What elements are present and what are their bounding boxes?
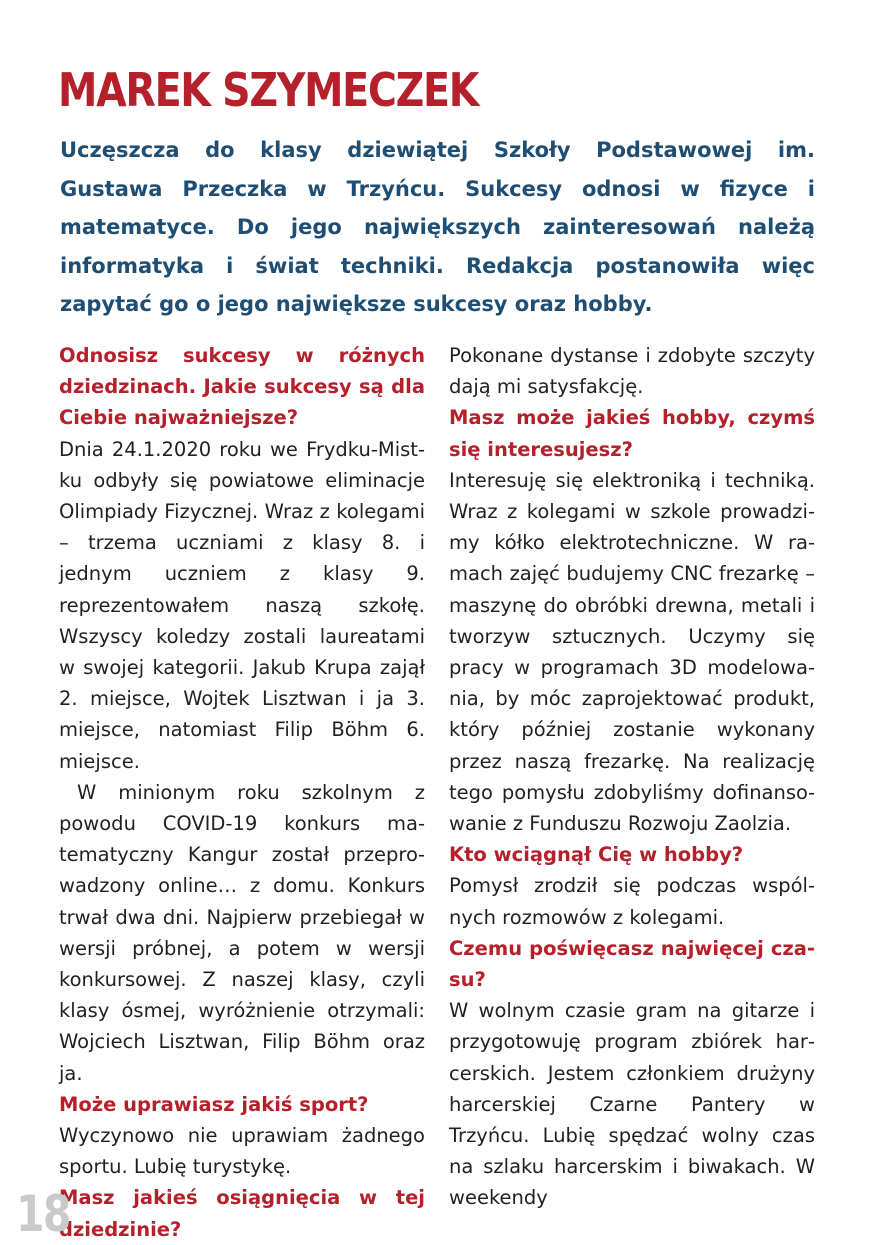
- question-sport: Może uprawiasz jakiś sport?: [59, 1092, 369, 1116]
- left-column: [59, 340, 425, 1245]
- question-successes: Odnosisz sukcesy w różnych dziedzinach. Jakie sukcesy są dla Ciebie najważniejsze?: [59, 344, 425, 430]
- answer-who-inspired: Pomysł zrodził się podczas wspólnych rozmowów z kolegami.: [449, 874, 815, 929]
- answer-hobby: Interesuję się elektroniką i techniką. Wraz z kolegami w szkole prowadzimy kółko elektrotechniczne. W ramach zajęć budujemy CNC frezarkę – maszynę do obróbki drewna, metali i tworzyw sztucznych. Uczymy się pracy w programach 3D modelowania, by móc zaprojektować produkt, który później zostanie wykonany przez naszą frezarkę. Na realizację tego pomysłu zdobyliśmy dofinansowanie z Funduszu Rozwoju Zaolzia.: [449, 468, 815, 836]
- page-number: 18: [16, 1185, 70, 1243]
- answer-physics-olympiad: Dnia 24.1.2020 roku we Frydku-Mistku odbyły się powiatowe eliminacje Olimpiady Fizycznej. Wraz z kolegami – trzema uczniami z klasy 8. i jednym uczniem z klasy 9. reprezentowałem naszą szkołę. Wszyscy koledzy zostali laureatami w swojej kategorii. Jakub Krupa zajął 2. miejsce, Wojtek Lisztwan i ja 3. miejsce, natomiast Filip Böhm 6. miejsce.: [59, 437, 425, 773]
- answer-achievements: Pokonane dystanse i zdobyte szczyty dają mi satysfakcję.: [449, 344, 815, 399]
- answer-kangur-contest: W minionym roku szkolnym z powodu COVID-19 konkurs matematyczny Kangur został przeprowadzony online… z domu. Konkurs trwał dwa dni. Najpierw przebiegał w wersji próbnej, a potem w wersji konkursowej. Z naszej klasy, czyli klasy ósmej, wyróżnienie otrzymali: Wojciech Lisztwan, Filip Böhm oraz ja.: [59, 780, 425, 1085]
- question-hobby: Masz może jakieś hobby, czymś się interesujesz?: [449, 406, 815, 461]
- article-intro: Uczęszcza do klasy dziewiątej Szkoły Podstawowej im. Gustawa Przeczka w Trzyńcu. Sukcesy odnosi w fizyce i matematyce. Do jego największych zainteresowań należą informatyka i świat techniki. Redakcja postanowiła więc zapytać go o jego największe sukcesy oraz hobby.: [60, 138, 815, 316]
- right-column: [449, 340, 815, 1214]
- article-title: MAREK SZYMECZEK: [58, 63, 479, 117]
- answer-free-time: W wolnym czasie gram na gitarze i przygotowuję program zbiórek harcerskich. Jestem członkiem drużyny harcerskiej Czarne Pantery w Trzyńcu. Lubię spędzać wolny czas na szlaku harcerskim i biwakach. W weekendy: [449, 999, 815, 1210]
- question-free-time: Czemu poświęcasz najwięcej czasu?: [449, 936, 815, 992]
- question-who-inspired: Kto wciągnął Cię w hobby?: [449, 843, 744, 867]
- question-achievements: Masz jakieś osiągnięcia w tej dziedzinie?: [59, 1186, 425, 1241]
- answer-sport: Wyczynowo nie uprawiam żadnego sportu. Lubię turystykę.: [59, 1124, 425, 1179]
